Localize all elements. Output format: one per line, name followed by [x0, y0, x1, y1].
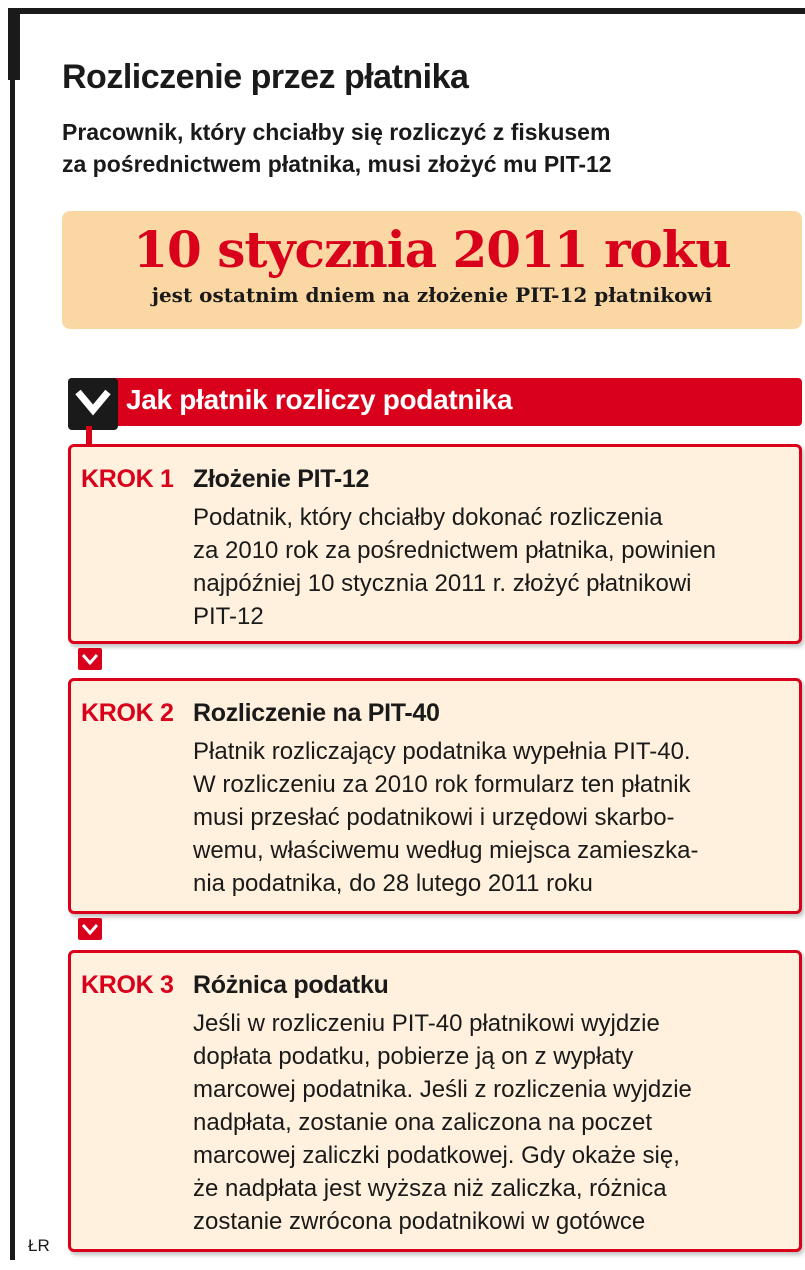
- chevron-down-icon: [68, 378, 118, 430]
- step-body-line: Podatnik, który chciałby dokonać rozliczenia: [193, 504, 663, 531]
- subtitle-line: za pośrednictwem płatnika, musi złożyć mu PIT-12: [62, 151, 612, 177]
- step-body-line: PIT-12: [193, 603, 264, 630]
- step-body-line: musi przesłać podatnikowi i urzędowi skarbo-: [193, 804, 675, 831]
- step-label: KROK 1: [81, 465, 174, 493]
- chevron-down-icon: [78, 918, 102, 940]
- page-subtitle: [62, 116, 792, 180]
- deadline-highlight-box: [62, 211, 802, 329]
- step-body-line: Płatnik rozliczający podatnika wypełnia PIT-40.: [193, 738, 691, 765]
- step-heading: Złożenie PIT-12: [193, 465, 370, 493]
- section-title: Jak płatnik rozliczy podatnika: [126, 384, 513, 415]
- step-body-line: wemu, właściwemu według miejsca zamieszka-: [193, 837, 699, 864]
- step-body-line: za 2010 rok za pośrednictwem płatnika, powinien: [193, 537, 716, 564]
- step-label: KROK 3: [81, 971, 174, 999]
- author-signature: ŁR: [28, 1236, 50, 1255]
- step-heading: Rozliczenie na PIT-40: [193, 699, 440, 727]
- step-body-line: zostanie zwrócona podatnikowi w gotówce: [193, 1208, 646, 1235]
- step-body-line: nadpłata, zostanie ona zaliczona na poczet: [193, 1109, 652, 1136]
- step-body-line: W rozliczeniu za 2010 rok formularz ten płatnik: [193, 771, 691, 798]
- frame-top-rule: [8, 8, 805, 14]
- step-body-line: że nadpłata jest wyższa niż zaliczka, różnica: [193, 1175, 667, 1202]
- step-body-line: Jeśli w rozliczeniu PIT-40 płatnikowi wyjdzie: [193, 1010, 660, 1037]
- step-card-3: [68, 950, 802, 1252]
- step-label: KROK 2: [81, 699, 174, 727]
- deadline-text: jest ostatnim dniem na złożenie PIT-12 płatnikowi: [151, 283, 713, 307]
- section-connector: [86, 426, 92, 444]
- step-body: [193, 501, 803, 633]
- chevron-down-icon: [78, 648, 102, 670]
- step-card-1: [68, 444, 802, 644]
- step-body-line: dopłata podatku, pobierze ją on z wypłaty: [193, 1043, 634, 1070]
- step-body-line: najpóźniej 10 stycznia 2011 r. złożyć płatnikowi: [193, 570, 692, 597]
- step-body-line: marcowej podatnika. Jeśli z rozliczenia wyjdzie: [193, 1076, 692, 1103]
- deadline-date: 10 stycznia 2011 roku: [133, 220, 731, 279]
- step-body-line: marcowej zaliczki podatkowej. Gdy okaże się,: [193, 1142, 680, 1169]
- step-heading: Różnica podatku: [193, 971, 389, 999]
- page-title: Rozliczenie przez płatnika: [62, 58, 469, 96]
- step-card-2: [68, 678, 802, 914]
- step-body: [193, 1007, 803, 1238]
- frame-left-rule: [10, 8, 15, 1260]
- step-body: [193, 735, 803, 900]
- step-body-line: nia podatnika, do 28 lutego 2011 roku: [193, 870, 593, 897]
- subtitle-line: Pracownik, który chciałby się rozliczyć z fiskusem: [62, 119, 611, 145]
